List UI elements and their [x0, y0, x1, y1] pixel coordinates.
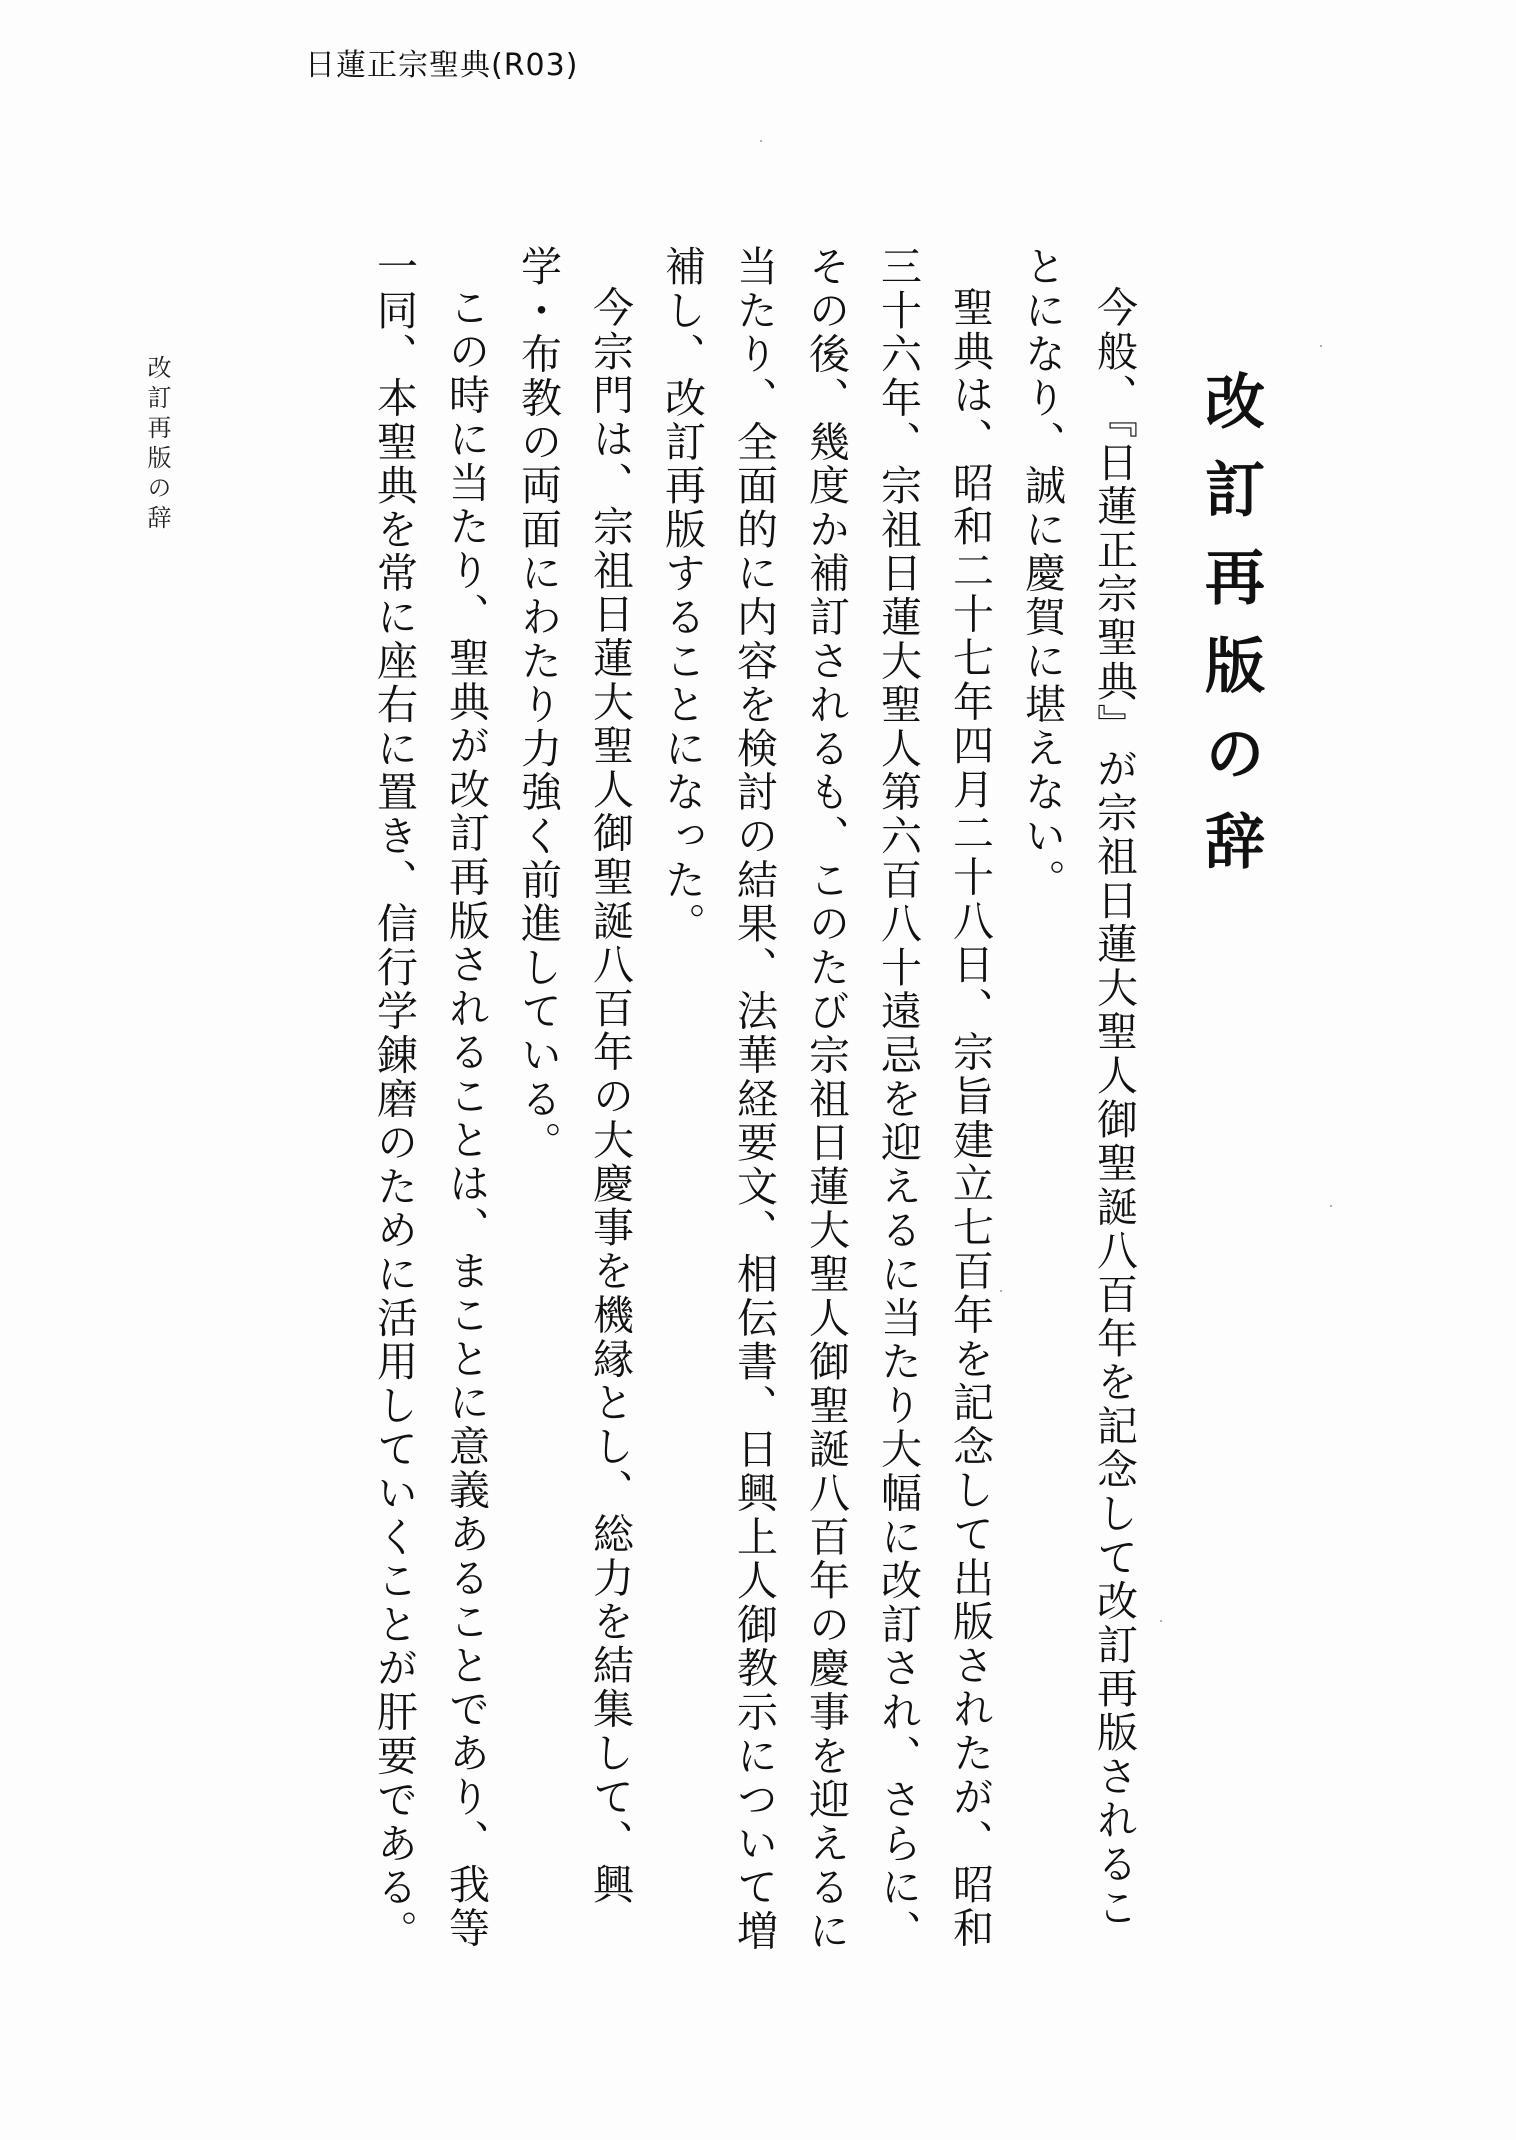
- running-section-footer: 改訂再版の辞: [143, 355, 171, 535]
- body-text: [210, 245, 1150, 1965]
- running-header: 日蓮正宗聖典(R03): [305, 48, 579, 83]
- scan-speck: [1160, 1620, 1162, 1622]
- scan-speck: [1000, 1290, 1002, 1292]
- scan-speck: [1330, 1205, 1332, 1207]
- paragraph: 今般、『日蓮正宗聖典』が宗祖日蓮大聖人御聖誕八百年を記念して改訂再版されることになり、誠に慶賀に堪えない。: [1018, 245, 1138, 1930]
- paragraph: この時に当たり、聖典が改訂再版されることは、まことに意義あることであり、我等一同、本聖典を常に座右に置き、信行学錬磨のために活用していくことが肝要である。: [370, 245, 490, 1954]
- paragraph: 今宗門は、宗祖日蓮大聖人御聖誕八百年の大慶事を機縁とし、総力を結集して、興学・布教の両面にわたり力強く前進している。: [514, 245, 634, 1907]
- scan-speck: [1320, 345, 1322, 347]
- page-title: 改訂再版の辞: [1195, 370, 1265, 898]
- scan-speck: [760, 140, 762, 142]
- paragraph: 聖典は、昭和二十七年四月二十八日、宗旨建立七百年を記念して出版されたが、昭和三十六年、宗祖日蓮大聖人第六百八十遠忌を迎えるに当たり大幅に改訂され、さらに、その後、幾度か補訂されるも、このたび宗祖日蓮大聖人御聖誕八百年の慶事を迎えるに当たり、全面的に内容を検討の結果、法華経要文、相伝書、日興上人御教示について増補し、改訂再版することになった。: [658, 245, 994, 1954]
